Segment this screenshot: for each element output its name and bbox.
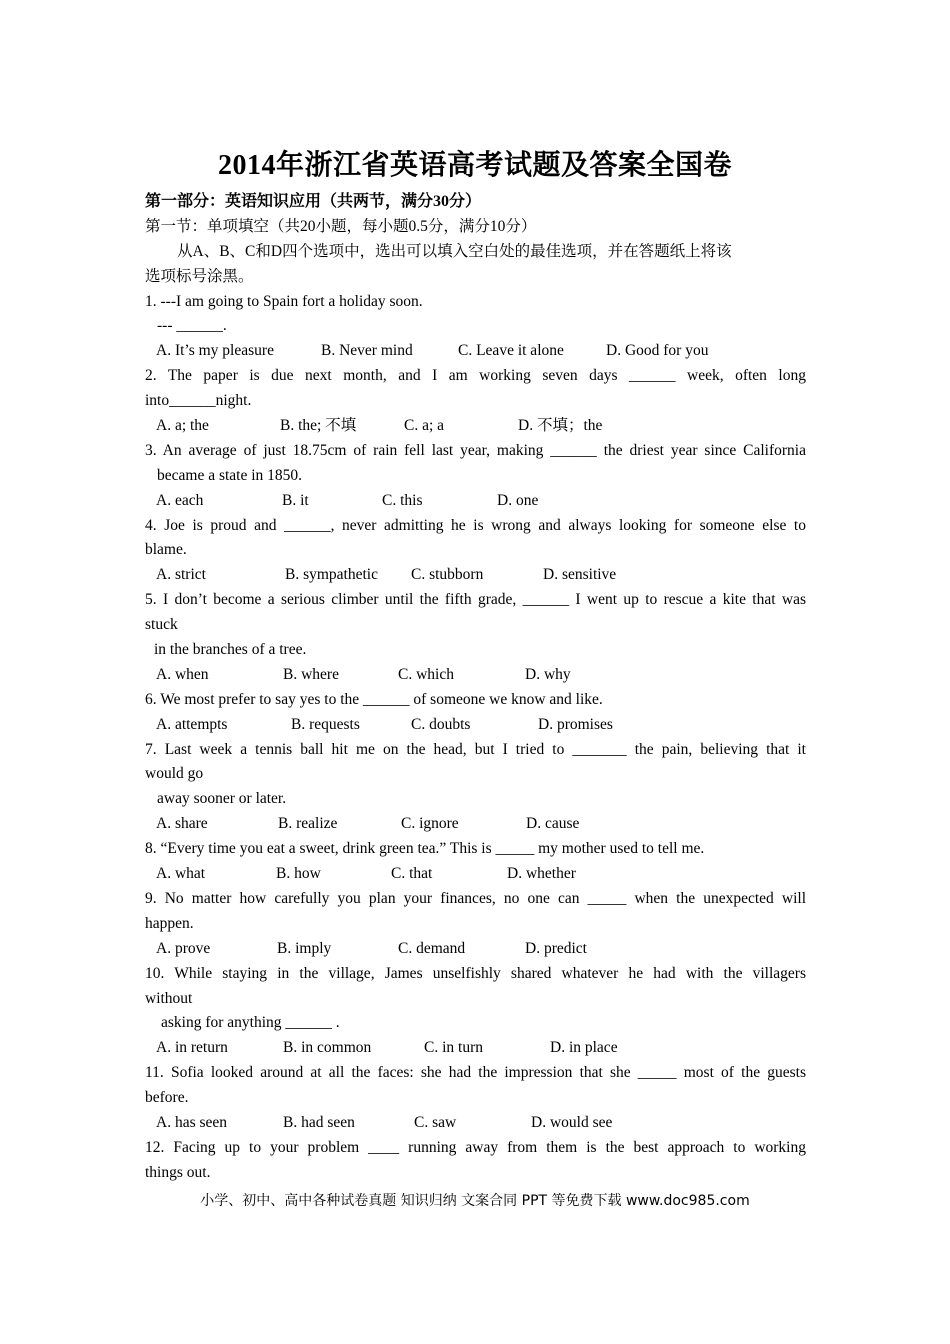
- question-10-stem: 10. While staying in the village, James unselfishly shared whatever he had with the villagers: [145, 964, 806, 982]
- question-9-stem: 9. No matter how carefully you plan your finances, no one can _____ when the unexpected will: [145, 889, 806, 907]
- question-11-options: [145, 1111, 806, 1136]
- page-footer: 小学、初中、高中各种试卷真题 知识归纳 文案合同 PPT 等免费下载 www.doc985.com: [200, 1193, 750, 1209]
- question-1-stem: 1. ---I am going to Spain fort a holiday soon.: [145, 292, 423, 310]
- option-d: D. 不填；the: [518, 417, 603, 435]
- question-3-options: [145, 489, 806, 514]
- option-c: C. stubborn: [411, 566, 484, 584]
- option-a: A. has seen: [156, 1113, 228, 1131]
- option-b: B. realize: [278, 815, 338, 833]
- question-7-stem-cont-2: away sooner or later.: [157, 790, 287, 808]
- option-a: A. each: [156, 491, 204, 509]
- option-c: C. saw: [414, 1113, 457, 1131]
- question-5-stem-cont: stuck: [145, 616, 178, 634]
- question-11-stem: 11. Sofia looked around at all the faces: she had the impression that she _____ most of the guests: [145, 1064, 806, 1082]
- question-11-stem-cont: before.: [145, 1089, 189, 1107]
- option-d: D. in place: [550, 1039, 618, 1057]
- option-b: B. it: [282, 491, 309, 509]
- option-b: B. where: [283, 665, 339, 683]
- section-heading: 第一节：单项填空（共20小题，每小题0.5分，满分10分）: [145, 217, 537, 235]
- option-c: C. doubts: [411, 715, 471, 733]
- option-a: A. in return: [156, 1039, 228, 1057]
- option-b: B. the; 不填: [280, 417, 357, 435]
- question-4-stem: 4. Joe is proud and ______, never admitting he is wrong and always looking for someone else to: [145, 516, 806, 534]
- option-d: D. one: [497, 491, 539, 509]
- question-10-stem-cont: without: [145, 989, 193, 1007]
- document-body: [145, 190, 806, 1186]
- option-b: B. had seen: [283, 1113, 355, 1131]
- option-a: A. prove: [156, 939, 211, 957]
- option-b: B. requests: [291, 715, 360, 733]
- option-c: C. that: [391, 865, 433, 883]
- option-a: A. a; the: [156, 417, 209, 435]
- question-6-options: [145, 713, 806, 738]
- instructions-line-1: 从A、B、C和D四个选项中，选出可以填入空白处的最佳选项，并在答题纸上将该: [177, 242, 732, 260]
- option-c: C. Leave it alone: [458, 342, 564, 360]
- part-heading: 第一部分：英语知识应用（共两节，满分30分）: [145, 193, 482, 210]
- question-4-stem-cont: blame.: [145, 541, 187, 559]
- option-c: C. a; a: [404, 417, 445, 435]
- question-1-options: [145, 339, 806, 364]
- option-d: D. whether: [507, 865, 576, 883]
- option-a: A. It’s my pleasure: [156, 342, 274, 360]
- option-a: A. what: [156, 865, 206, 883]
- option-a: A. when: [156, 665, 209, 683]
- option-c: C. this: [382, 491, 423, 509]
- option-a: A. share: [156, 815, 208, 833]
- question-7-options: [145, 812, 806, 837]
- option-a: A. strict: [156, 566, 206, 584]
- question-1-stem-cont: --- ______.: [157, 317, 227, 335]
- option-d: D. sensitive: [543, 566, 617, 584]
- question-7-stem: 7. Last week a tennis ball hit me on the head, but I tried to _______ the pain, believing that it: [145, 740, 806, 758]
- option-b: B. Never mind: [321, 342, 413, 360]
- option-d: D. promises: [538, 715, 613, 733]
- option-c: C. demand: [398, 939, 466, 957]
- question-2-options: [145, 414, 806, 439]
- option-d: D. why: [525, 665, 571, 683]
- option-c: C. ignore: [401, 815, 459, 833]
- question-12-stem: 12. Facing up to your problem ____ running away from them is the best approach to working: [145, 1138, 806, 1156]
- question-8-options: [145, 862, 806, 887]
- question-3-stem-cont: became a state in 1850.: [157, 466, 303, 484]
- question-3-stem: 3. An average of just 18.75cm of rain fell last year, making ______ the driest year since California: [145, 441, 806, 459]
- option-b: B. in common: [283, 1039, 372, 1057]
- question-5-stem-cont-2: in the branches of a tree.: [154, 641, 307, 659]
- option-b: B. how: [276, 865, 321, 883]
- option-b: B. sympathetic: [285, 566, 378, 584]
- instructions-line-2: 选项标号涂黑。: [145, 267, 254, 285]
- question-8-stem: 8. “Every time you eat a sweet, drink green tea.” This is _____ my mother used to tell me.: [145, 840, 705, 858]
- option-d: D. would see: [531, 1113, 613, 1131]
- option-b: B. imply: [277, 939, 332, 957]
- option-d: D. predict: [525, 939, 587, 957]
- option-c: C. which: [398, 665, 454, 683]
- option-d: D. cause: [526, 815, 580, 833]
- question-7-stem-cont: would go: [145, 765, 204, 783]
- option-a: A. attempts: [156, 715, 228, 733]
- document-title: 2014年浙江省英语高考试题及答案全国卷: [217, 150, 732, 181]
- question-4-options: [145, 563, 806, 588]
- question-5-stem: 5. I don’t become a serious climber until the fifth grade, ______ I went up to rescue a kite that was: [145, 591, 806, 609]
- question-2-stem-cont: into______night.: [145, 392, 252, 410]
- question-9-options: [145, 937, 806, 962]
- option-c: C. in turn: [424, 1039, 483, 1057]
- question-10-stem-cont-2: asking for anything ______ .: [161, 1014, 340, 1032]
- question-9-stem-cont: happen.: [145, 914, 194, 932]
- question-12-stem-cont: things out.: [145, 1163, 211, 1181]
- question-10-options: [145, 1036, 806, 1061]
- question-2-stem: 2. The paper is due next month, and I am working seven days ______ week, often long: [145, 367, 806, 385]
- question-5-options: [145, 663, 806, 688]
- question-6-stem: 6. We most prefer to say yes to the ______ of someone we know and like.: [145, 690, 603, 708]
- option-d: D. Good for you: [606, 342, 709, 360]
